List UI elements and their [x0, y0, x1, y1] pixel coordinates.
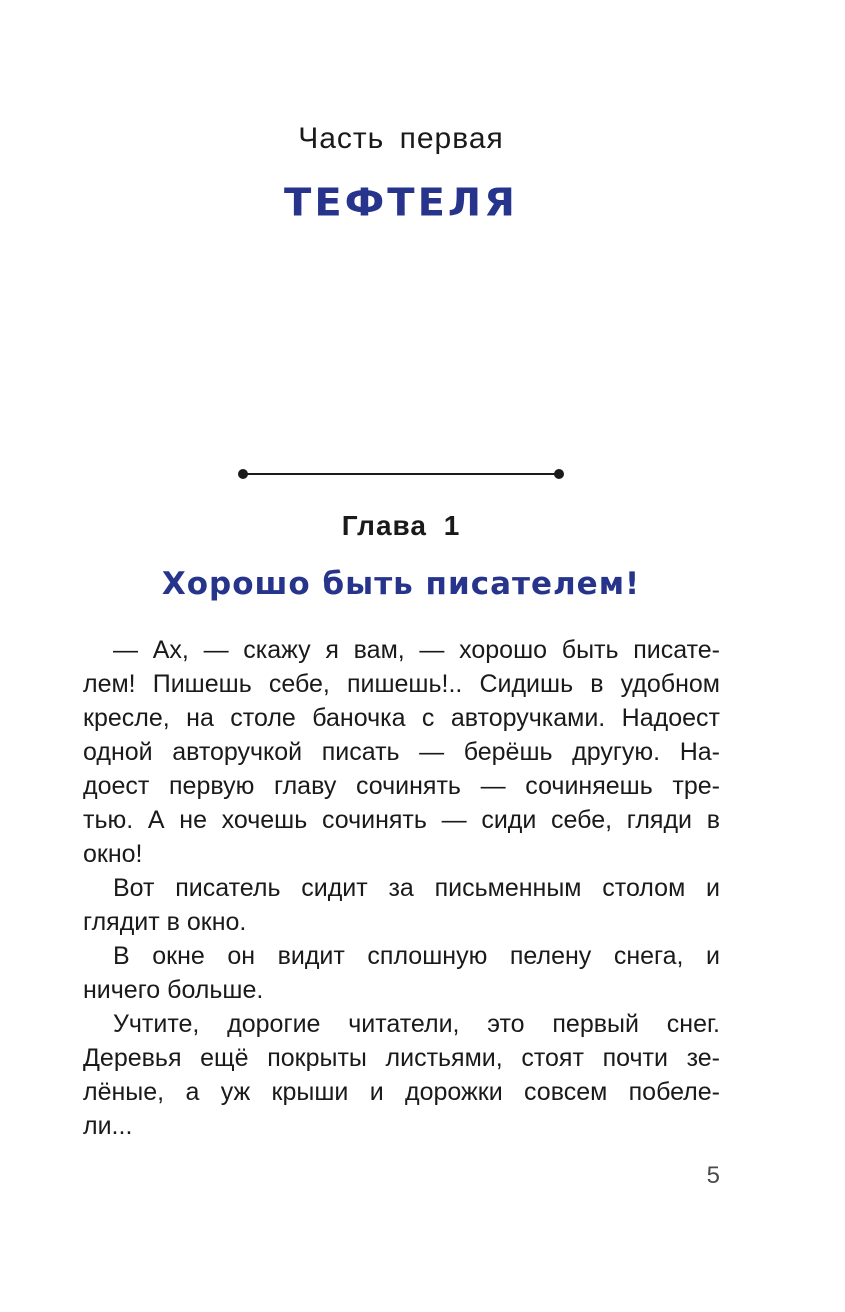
part-title: ТЕФТЕЛЯ — [284, 181, 518, 225]
divider-dot-right — [554, 469, 564, 479]
paragraph — [83, 871, 720, 939]
text-line: окно! — [83, 840, 143, 868]
part-label: Часть первая — [298, 122, 504, 155]
text-line: Деревья ещё покрыты листьями, стоят почти зе- — [83, 1044, 720, 1072]
text-line: тью. А не хочешь сочинять — сиди себе, гляди в — [83, 806, 720, 834]
text-line: доест первую главу сочинять — сочиняешь тре- — [83, 772, 720, 800]
body-text — [83, 633, 720, 1143]
paragraph — [83, 633, 720, 871]
text-line: лёные, а уж крыши и дорожки совсем побеле- — [83, 1078, 720, 1106]
text-line: — Ах, — скажу я вам, — хорошо быть писате- — [113, 636, 720, 664]
chapter-number: Глава 1 — [341, 510, 461, 541]
chapter-divider — [238, 467, 564, 481]
text-line: ничего больше. — [83, 976, 264, 1004]
chapter-title: Хорошо быть писателем! — [161, 566, 641, 602]
page-number: 5 — [706, 1162, 720, 1189]
divider-line — [244, 473, 558, 475]
text-line: Вот писатель сидит за письменным столом и — [113, 874, 720, 902]
text-line: В окне он видит сплошную пелену снега, и — [113, 942, 720, 970]
text-line: одной авторучкой писать — берёшь другую. На- — [83, 738, 720, 766]
paragraph — [83, 1007, 720, 1143]
text-line: ли... — [83, 1112, 133, 1140]
text-line: лем! Пишешь себе, пишешь!.. Сидишь в удобном — [83, 670, 720, 698]
paragraph — [83, 939, 720, 1007]
text-line: глядит в окно. — [83, 908, 247, 936]
text-line: кресле, на столе баночка с авторучками. Надоест — [83, 704, 720, 732]
text-line: Учтите, дорогие читатели, это первый снег. — [113, 1010, 720, 1038]
